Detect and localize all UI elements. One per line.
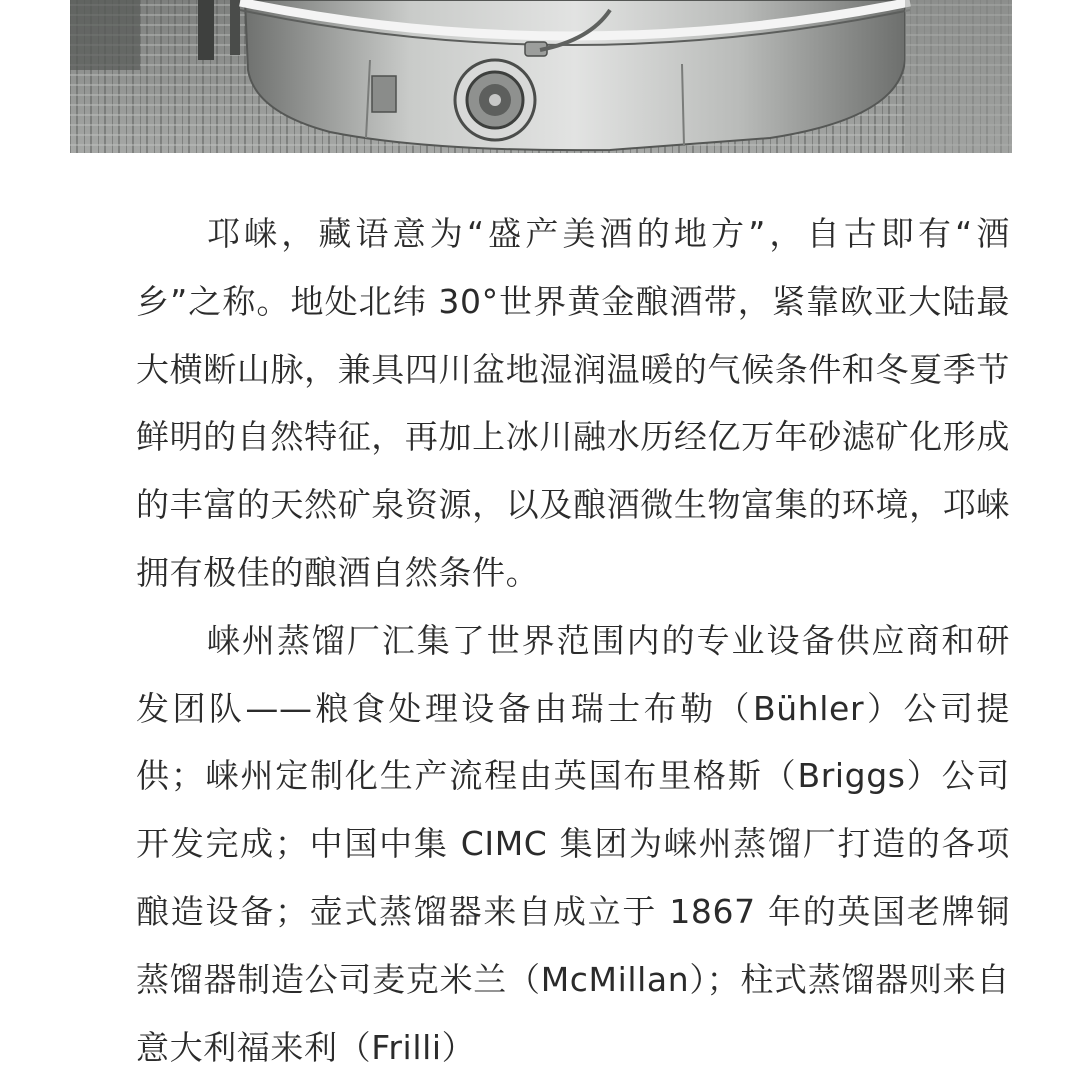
paragraph-distillery-suppliers: 崃州蒸馏厂汇集了世界范围内的专业设备供应商和研发团队——粮食处理设备由瑞士布勒（Bühler）公司提供；崃州定制化生产流程由英国布里格斯（Briggs）公司开发完成；中国中集 CIMC 集团为崃州蒸馏厂打造的各项酿造设备；壶式蒸馏器来自成立于 1867 年的英国老牌铜蒸馏器制造公司麦克米兰（McMillan）；柱式蒸馏器则来自意大利福来利（Frilli） [136,620,1010,1067]
paragraph-qionglai-intro: 邛崃，藏语意为“盛产美酒的地方”，自古即有“酒乡”之称。地处北纬 30°世界黄金酿酒带，紧靠欧亚大陆最大横断山脉，兼具四川盆地湿润温暖的气候条件和冬夏季节鲜明的自然特征，再加上冰川融水历经亿万年砂滤矿化形成的丰富的天然矿泉资源，以及酿酒微生物富集的环境，邛崃拥有极佳的酿酒自然条件。 [136,214,1010,592]
article-body [136,200,1010,1080]
distillery-equipment-photo [70,0,1012,153]
